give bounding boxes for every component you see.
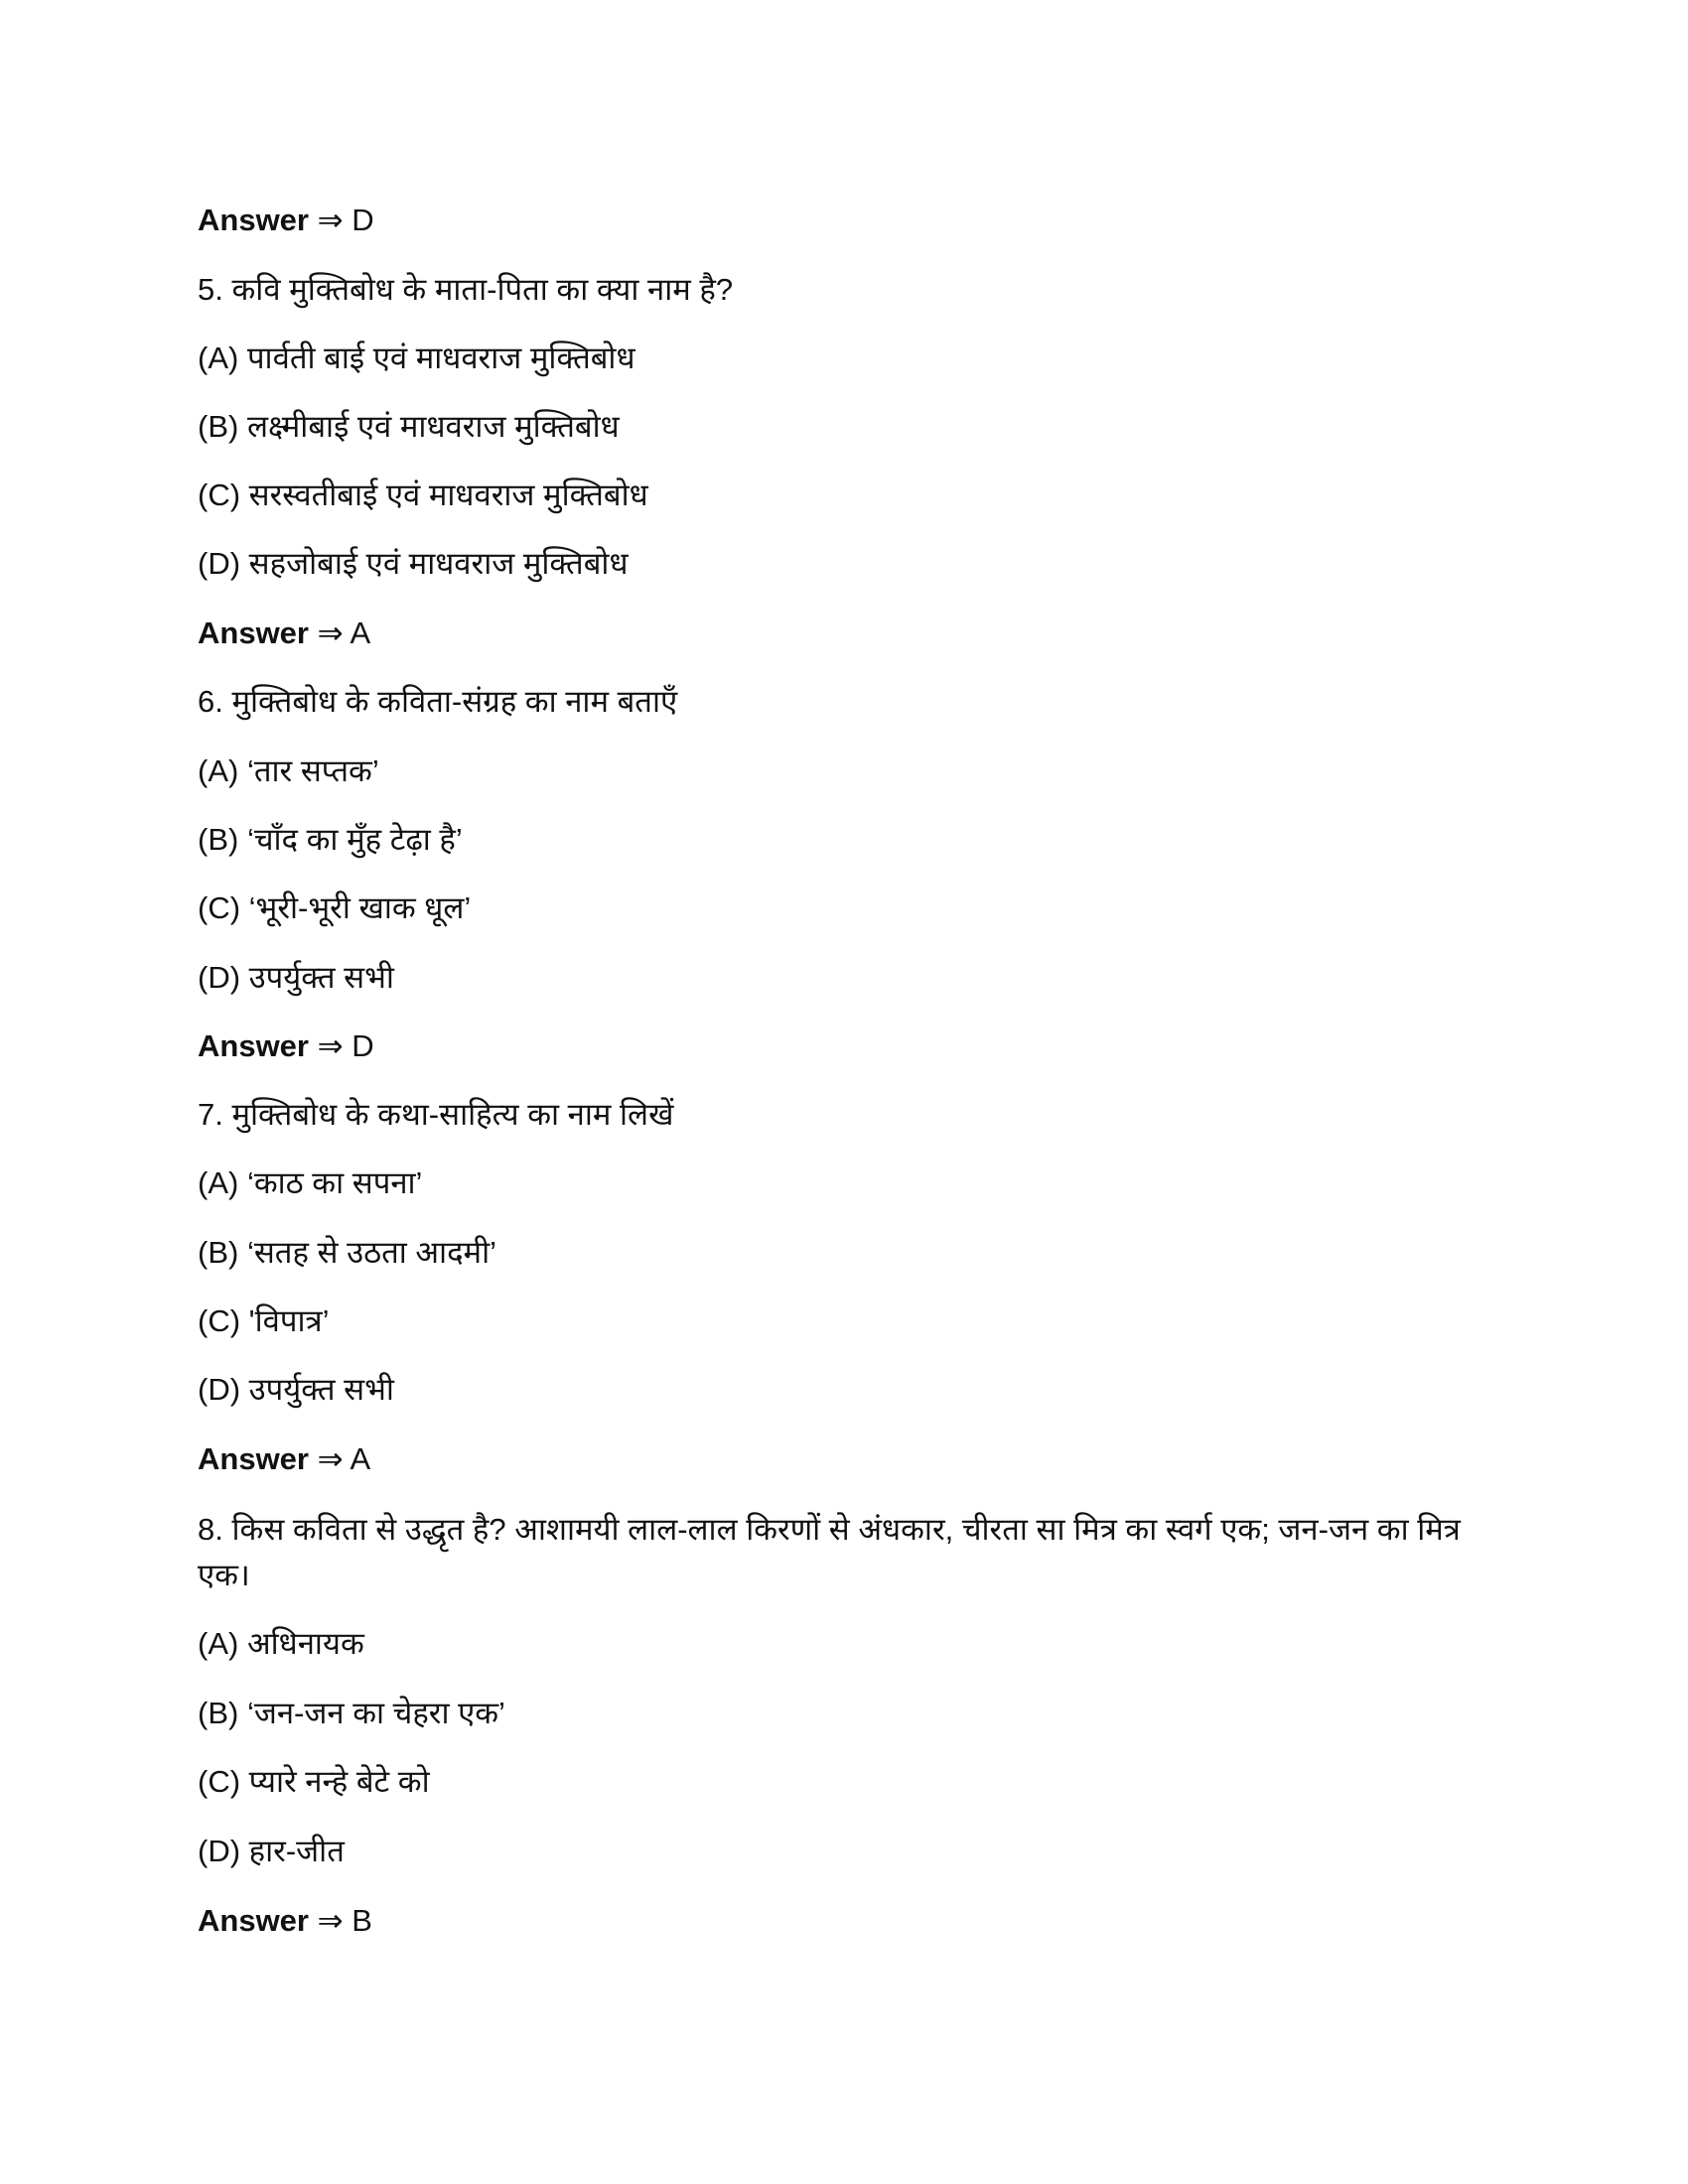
option-text: उपर्युक्त सभी <box>248 1372 394 1407</box>
option-b <box>198 1233 496 1273</box>
option-b <box>198 820 463 860</box>
option-key: (C) <box>198 890 241 925</box>
option-c <box>198 1301 330 1341</box>
answer-label: Answer <box>198 1441 309 1476</box>
option-c <box>198 476 648 515</box>
option-text: ‘जन-जन का चेहरा एक’ <box>246 1696 505 1730</box>
answer-line <box>198 1439 370 1479</box>
option-text: हार-जीत <box>248 1834 345 1868</box>
question-number: 6. <box>198 684 223 719</box>
option-a <box>198 1163 422 1203</box>
option-key: (C) <box>198 478 241 512</box>
option-text: लक्ष्मीबाई एवं माधवराज मुक्तिबोध <box>246 409 620 444</box>
answer-line <box>198 1026 374 1066</box>
question-number: 5. <box>198 272 223 307</box>
option-d <box>198 1370 394 1410</box>
option-a <box>198 1624 364 1664</box>
answer-label: Answer <box>198 203 309 237</box>
option-text: ‘चाँद का मुँह टेढ़ा है’ <box>246 822 463 857</box>
option-key: (D) <box>198 960 241 995</box>
question-5 <box>198 270 733 310</box>
answer-value: B <box>352 1903 372 1938</box>
option-text: अधिनायक <box>246 1626 364 1661</box>
answer-label: Answer <box>198 615 309 650</box>
question-text: मुक्तिबोध के कविता-संग्रह का नाम बताएँ <box>231 684 678 719</box>
option-text: सरस्वतीबाई एवं माधवराज मुक्तिबोध <box>248 478 648 512</box>
option-text: पार्वती बाई एवं माधवराज मुक्तिबोध <box>246 341 635 375</box>
option-b <box>198 1694 505 1733</box>
option-text: ‘सतह से उठता आदमी’ <box>246 1235 497 1270</box>
option-text: ‘तार सप्तक’ <box>246 753 379 788</box>
option-key: (A) <box>198 1165 239 1200</box>
answer-value: A <box>350 615 371 650</box>
option-key: (B) <box>198 409 239 444</box>
option-text: 'विपात्र’ <box>248 1303 330 1338</box>
option-key: (A) <box>198 753 239 788</box>
arrow-icon: ⇒ <box>317 1028 344 1063</box>
arrow-icon: ⇒ <box>317 615 344 650</box>
option-key: (B) <box>198 822 239 857</box>
option-text: सहजोबाई एवं माधवराज मुक्तिबोध <box>248 546 629 581</box>
question-number: 7. <box>198 1097 223 1132</box>
option-c <box>198 888 471 928</box>
question-number: 8. <box>198 1512 223 1547</box>
option-key: (A) <box>198 1626 239 1661</box>
option-text: उपर्युक्त सभी <box>248 960 394 995</box>
option-d <box>198 1832 345 1871</box>
option-a <box>198 339 635 378</box>
option-key: (B) <box>198 1235 239 1270</box>
option-key: (A) <box>198 341 239 375</box>
question-text: कवि मुक्तिबोध के माता-पिता का क्या नाम है? <box>231 272 734 307</box>
option-a <box>198 751 379 791</box>
arrow-icon: ⇒ <box>317 1441 344 1476</box>
question-6 <box>198 682 677 722</box>
arrow-icon: ⇒ <box>317 1903 344 1938</box>
option-d <box>198 958 394 998</box>
option-c <box>198 1762 430 1802</box>
option-b <box>198 407 620 447</box>
option-key: (D) <box>198 546 241 581</box>
answer-line <box>198 201 374 240</box>
question-text: किस कविता से उद्धृत है? आशामयी लाल-लाल किरणों से अंधकार, चीरता सा मित्र का स्वर्ग एक; जन-जन का मित्र एक। <box>198 1512 1461 1592</box>
option-key: (D) <box>198 1834 241 1868</box>
option-key: (D) <box>198 1372 241 1407</box>
question-text: मुक्तिबोध के कथा-साहित्य का नाम लिखें <box>231 1097 674 1132</box>
answer-value: D <box>352 203 374 237</box>
answer-value: D <box>352 1028 374 1063</box>
answer-label: Answer <box>198 1903 309 1938</box>
option-text: प्यारे नन्हे बेटे को <box>248 1764 430 1799</box>
option-text: ‘भूरी-भूरी खाक धूल’ <box>248 890 472 925</box>
option-text: ‘काठ का सपना’ <box>246 1165 423 1200</box>
option-key: (B) <box>198 1696 239 1730</box>
question-8 <box>198 1507 1488 1598</box>
arrow-icon: ⇒ <box>317 203 344 237</box>
answer-value: A <box>350 1441 371 1476</box>
option-key: (C) <box>198 1764 241 1799</box>
option-d <box>198 544 629 584</box>
question-7 <box>198 1095 673 1135</box>
answer-label: Answer <box>198 1028 309 1063</box>
option-key: (C) <box>198 1303 241 1338</box>
answer-line <box>198 1901 372 1941</box>
answer-line <box>198 614 370 653</box>
